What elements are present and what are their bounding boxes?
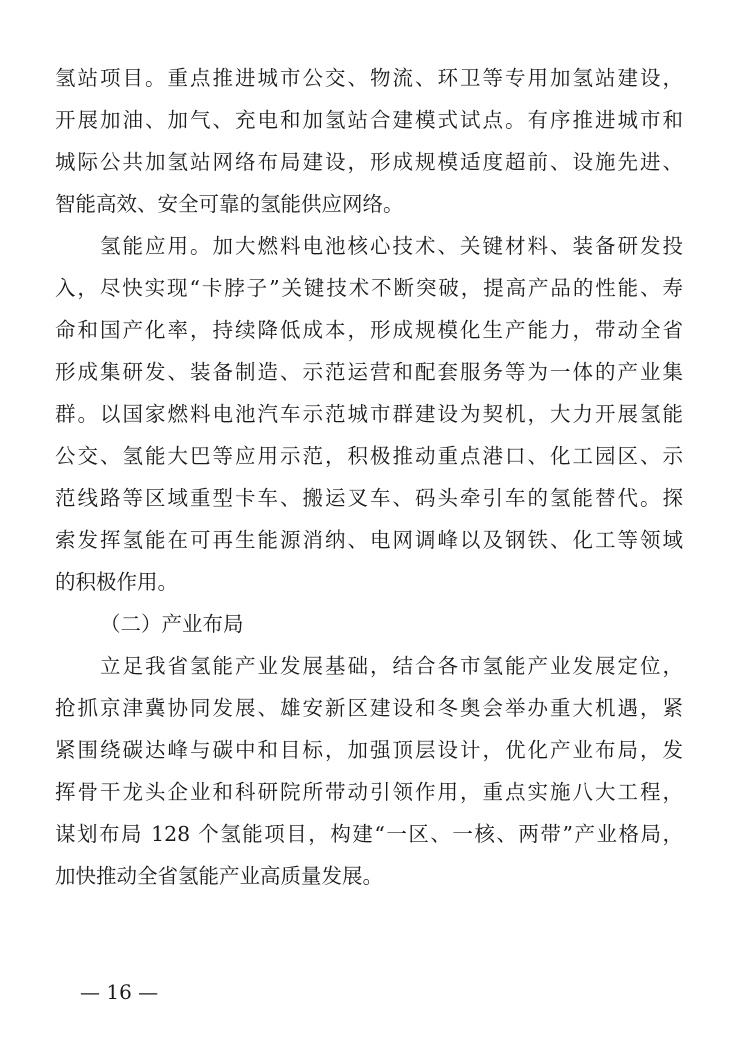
paragraph-line: 氢站项目。重点推进城市公交、物流、环卫等专用加氢站建设， (55, 66, 683, 90)
paragraph-line: 公交、氢能大巴等应用示范，积极推动重点港口、化工园区、示 (55, 444, 683, 468)
paragraph-line: 群。以国家燃料电池汽车示范城市群建设为契机，大力开展氢能 (55, 402, 683, 426)
section-heading: （二）产业布局 (100, 612, 244, 636)
paragraph-line: 氢能应用。加大燃料电池核心技术、关键材料、装备研发投 (100, 234, 683, 258)
paragraph-line: 立足我省氢能产业发展基础，结合各市氢能产业发展定位， (100, 654, 683, 678)
paragraph-line: 挥骨干龙头企业和科研院所带动引领作用，重点实施八大工程， (55, 780, 683, 804)
paragraph-line: 抢抓京津冀协同发展、雄安新区建设和冬奥会举办重大机遇，紧 (55, 696, 683, 720)
paragraph-line: 开展加油、加气、充电和加氢站合建模式试点。有序推进城市和 (55, 108, 683, 132)
paragraph-line: 加快推动全省氢能产业高质量发展。 (55, 864, 383, 888)
paragraph-line: 形成集研发、装备制造、示范运营和配套服务等为一体的产业集 (55, 360, 683, 384)
paragraph-line: 范线路等区域重型卡车、搬运叉车、码头牵引车的氢能替代。探 (55, 486, 683, 510)
paragraph-line: 紧围绕碳达峰与碳中和目标，加强顶层设计，优化产业布局，发 (55, 738, 683, 762)
paragraph-line: 谋划布局 128 个氢能项目，构建“一区、一核、两带”产业格局， (55, 822, 683, 846)
paragraph-line: 城际公共加氢站网络布局建设，形成规模适度超前、设施先进、 (55, 150, 683, 174)
paragraph-line: 的积极作用。 (55, 570, 178, 594)
paragraph-line: 入，尽快实现“卡脖子”关键技术不断突破，提高产品的性能、寿 (55, 276, 683, 300)
page-number: — 16 — (80, 980, 159, 1004)
paragraph-line: 索发挥氢能在可再生能源消纳、电网调峰以及钢铁、化工等领域 (55, 528, 683, 552)
paragraph-line: 命和国产化率，持续降低成本，形成规模化生产能力，带动全省 (55, 318, 683, 342)
paragraph-line: 智能高效、安全可靠的氢能供应网络。 (55, 192, 404, 216)
